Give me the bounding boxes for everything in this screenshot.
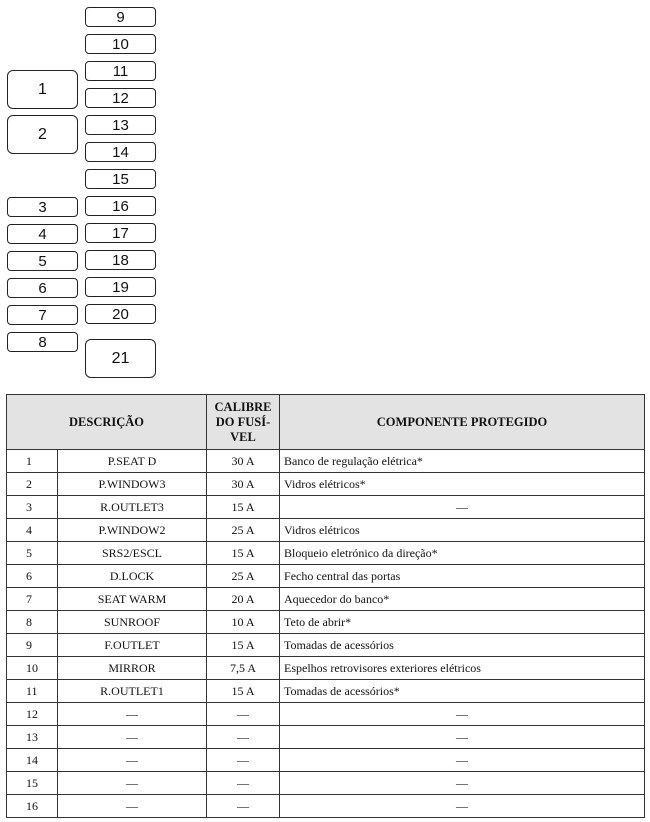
cell-component: Fecho central das portas [280,565,645,588]
cell-description: F.OUTLET [58,634,207,657]
table-row [7,588,645,611]
fuse-label: 7 [38,306,47,324]
cell-number: 4 [7,519,58,542]
header-rating-line: VEL [230,429,256,444]
cell-rating: 15 A [207,496,280,519]
cell-number: 7 [7,588,58,611]
fuse-1 [7,70,78,109]
cell-number: 1 [7,450,58,473]
fuse-label: 1 [38,80,47,98]
table-row [7,657,645,680]
cell-number: 16 [7,795,58,818]
cell-number: 8 [7,611,58,634]
cell-rating: 15 A [207,634,280,657]
cell-rating: — [207,795,280,818]
cell-component: Tomadas de acessórios [280,634,645,657]
fuse-6 [7,278,78,298]
fuse-label: 2 [38,125,47,143]
cell-description: P.WINDOW3 [58,473,207,496]
fuse-21 [85,339,156,378]
fuse-label: 9 [116,8,125,26]
header-rating [207,395,280,450]
cell-description: P.WINDOW2 [58,519,207,542]
cell-number: 6 [7,565,58,588]
fuse-label: 6 [38,279,47,297]
fuse-label: 15 [112,170,129,188]
fuse-12 [85,88,156,108]
cell-description: — [58,726,207,749]
cell-rating: — [207,726,280,749]
table-row [7,703,645,726]
cell-description: R.OUTLET1 [58,680,207,703]
fuse-7 [7,305,78,325]
cell-description: MIRROR [58,657,207,680]
cell-rating: 30 A [207,473,280,496]
fuse-16 [85,196,156,216]
cell-description: SRS2/ESCL [58,542,207,565]
fuse-17 [85,223,156,243]
cell-number: 3 [7,496,58,519]
fuse-label: 5 [38,252,47,270]
header-component: COMPONENTE PROTEGIDO [280,395,645,450]
fuse-label: 16 [112,197,129,215]
fuse-18 [85,250,156,270]
fuse-9 [85,7,156,27]
cell-rating: 30 A [207,450,280,473]
table-row [7,565,645,588]
table-row [7,450,645,473]
cell-description: SUNROOF [58,611,207,634]
cell-number: 11 [7,680,58,703]
table-row [7,496,645,519]
fuse-label: 10 [112,35,129,53]
table-row [7,749,645,772]
cell-component: — [280,772,645,795]
fuse-13 [85,115,156,135]
cell-rating: — [207,772,280,795]
cell-rating: — [207,749,280,772]
cell-component: Banco de regulação elétrica* [280,450,645,473]
table-row [7,611,645,634]
fuse-19 [85,277,156,297]
cell-number: 13 [7,726,58,749]
cell-component: — [280,795,645,818]
fuse-table [6,394,645,818]
cell-description: R.OUTLET3 [58,496,207,519]
cell-rating: 20 A [207,588,280,611]
fuse-11 [85,61,156,81]
cell-rating: — [207,703,280,726]
fuse-2 [7,115,78,154]
cell-component: Tomadas de acessórios* [280,680,645,703]
header-rating-line: DO FUSÍ- [215,414,271,429]
fuse-4 [7,224,78,244]
cell-rating: 25 A [207,519,280,542]
fuse-label: 3 [38,198,47,216]
cell-description: P.SEAT D [58,450,207,473]
cell-number: 14 [7,749,58,772]
table-row [7,680,645,703]
cell-description: — [58,749,207,772]
fuse-20 [85,304,156,324]
cell-component: Vidros elétricos [280,519,645,542]
cell-component: — [280,496,645,519]
header-description: DESCRIÇÃO [7,395,207,450]
fuse-label: 20 [112,305,129,323]
cell-component: — [280,726,645,749]
fuse-label: 17 [112,224,129,242]
fuse-15 [85,169,156,189]
fuse-14 [85,142,156,162]
table-row [7,795,645,818]
cell-component: — [280,703,645,726]
cell-description: SEAT WARM [58,588,207,611]
cell-description: — [58,703,207,726]
cell-number: 2 [7,473,58,496]
table-row [7,634,645,657]
cell-component: Teto de abrir* [280,611,645,634]
cell-description: — [58,795,207,818]
fuse-label: 14 [112,143,129,161]
fuse-label: 18 [112,251,129,269]
cell-description: — [58,772,207,795]
cell-component: Vidros elétricos* [280,473,645,496]
header-rating-line: CALIBRE [214,399,272,414]
fuse-label: 13 [112,116,129,134]
table-row [7,772,645,795]
cell-rating: 10 A [207,611,280,634]
table-header-row [7,395,645,450]
table-row [7,519,645,542]
fuse-label: 19 [112,278,129,296]
cell-component: Aquecedor do banco* [280,588,645,611]
fuse-5 [7,251,78,271]
cell-number: 15 [7,772,58,795]
table-row [7,726,645,749]
fuse-3 [7,197,78,217]
cell-component: — [280,749,645,772]
cell-rating: 25 A [207,565,280,588]
cell-description: D.LOCK [58,565,207,588]
cell-number: 10 [7,657,58,680]
cell-component: Espelhos retrovisores exteriores elétricos [280,657,645,680]
fuse-label: 4 [38,225,47,243]
cell-number: 5 [7,542,58,565]
cell-number: 12 [7,703,58,726]
cell-rating: 15 A [207,542,280,565]
fuse-label: 11 [112,62,129,80]
fuse-label: 12 [112,89,129,107]
table-row [7,473,645,496]
cell-number: 9 [7,634,58,657]
fuse-label: 21 [111,349,130,367]
fuse-label: 8 [38,333,47,351]
fuse-8 [7,332,78,352]
cell-rating: 7,5 A [207,657,280,680]
cell-rating: 15 A [207,680,280,703]
cell-component: Bloqueio eletrónico da direção* [280,542,645,565]
table-row [7,542,645,565]
fuse-10 [85,34,156,54]
